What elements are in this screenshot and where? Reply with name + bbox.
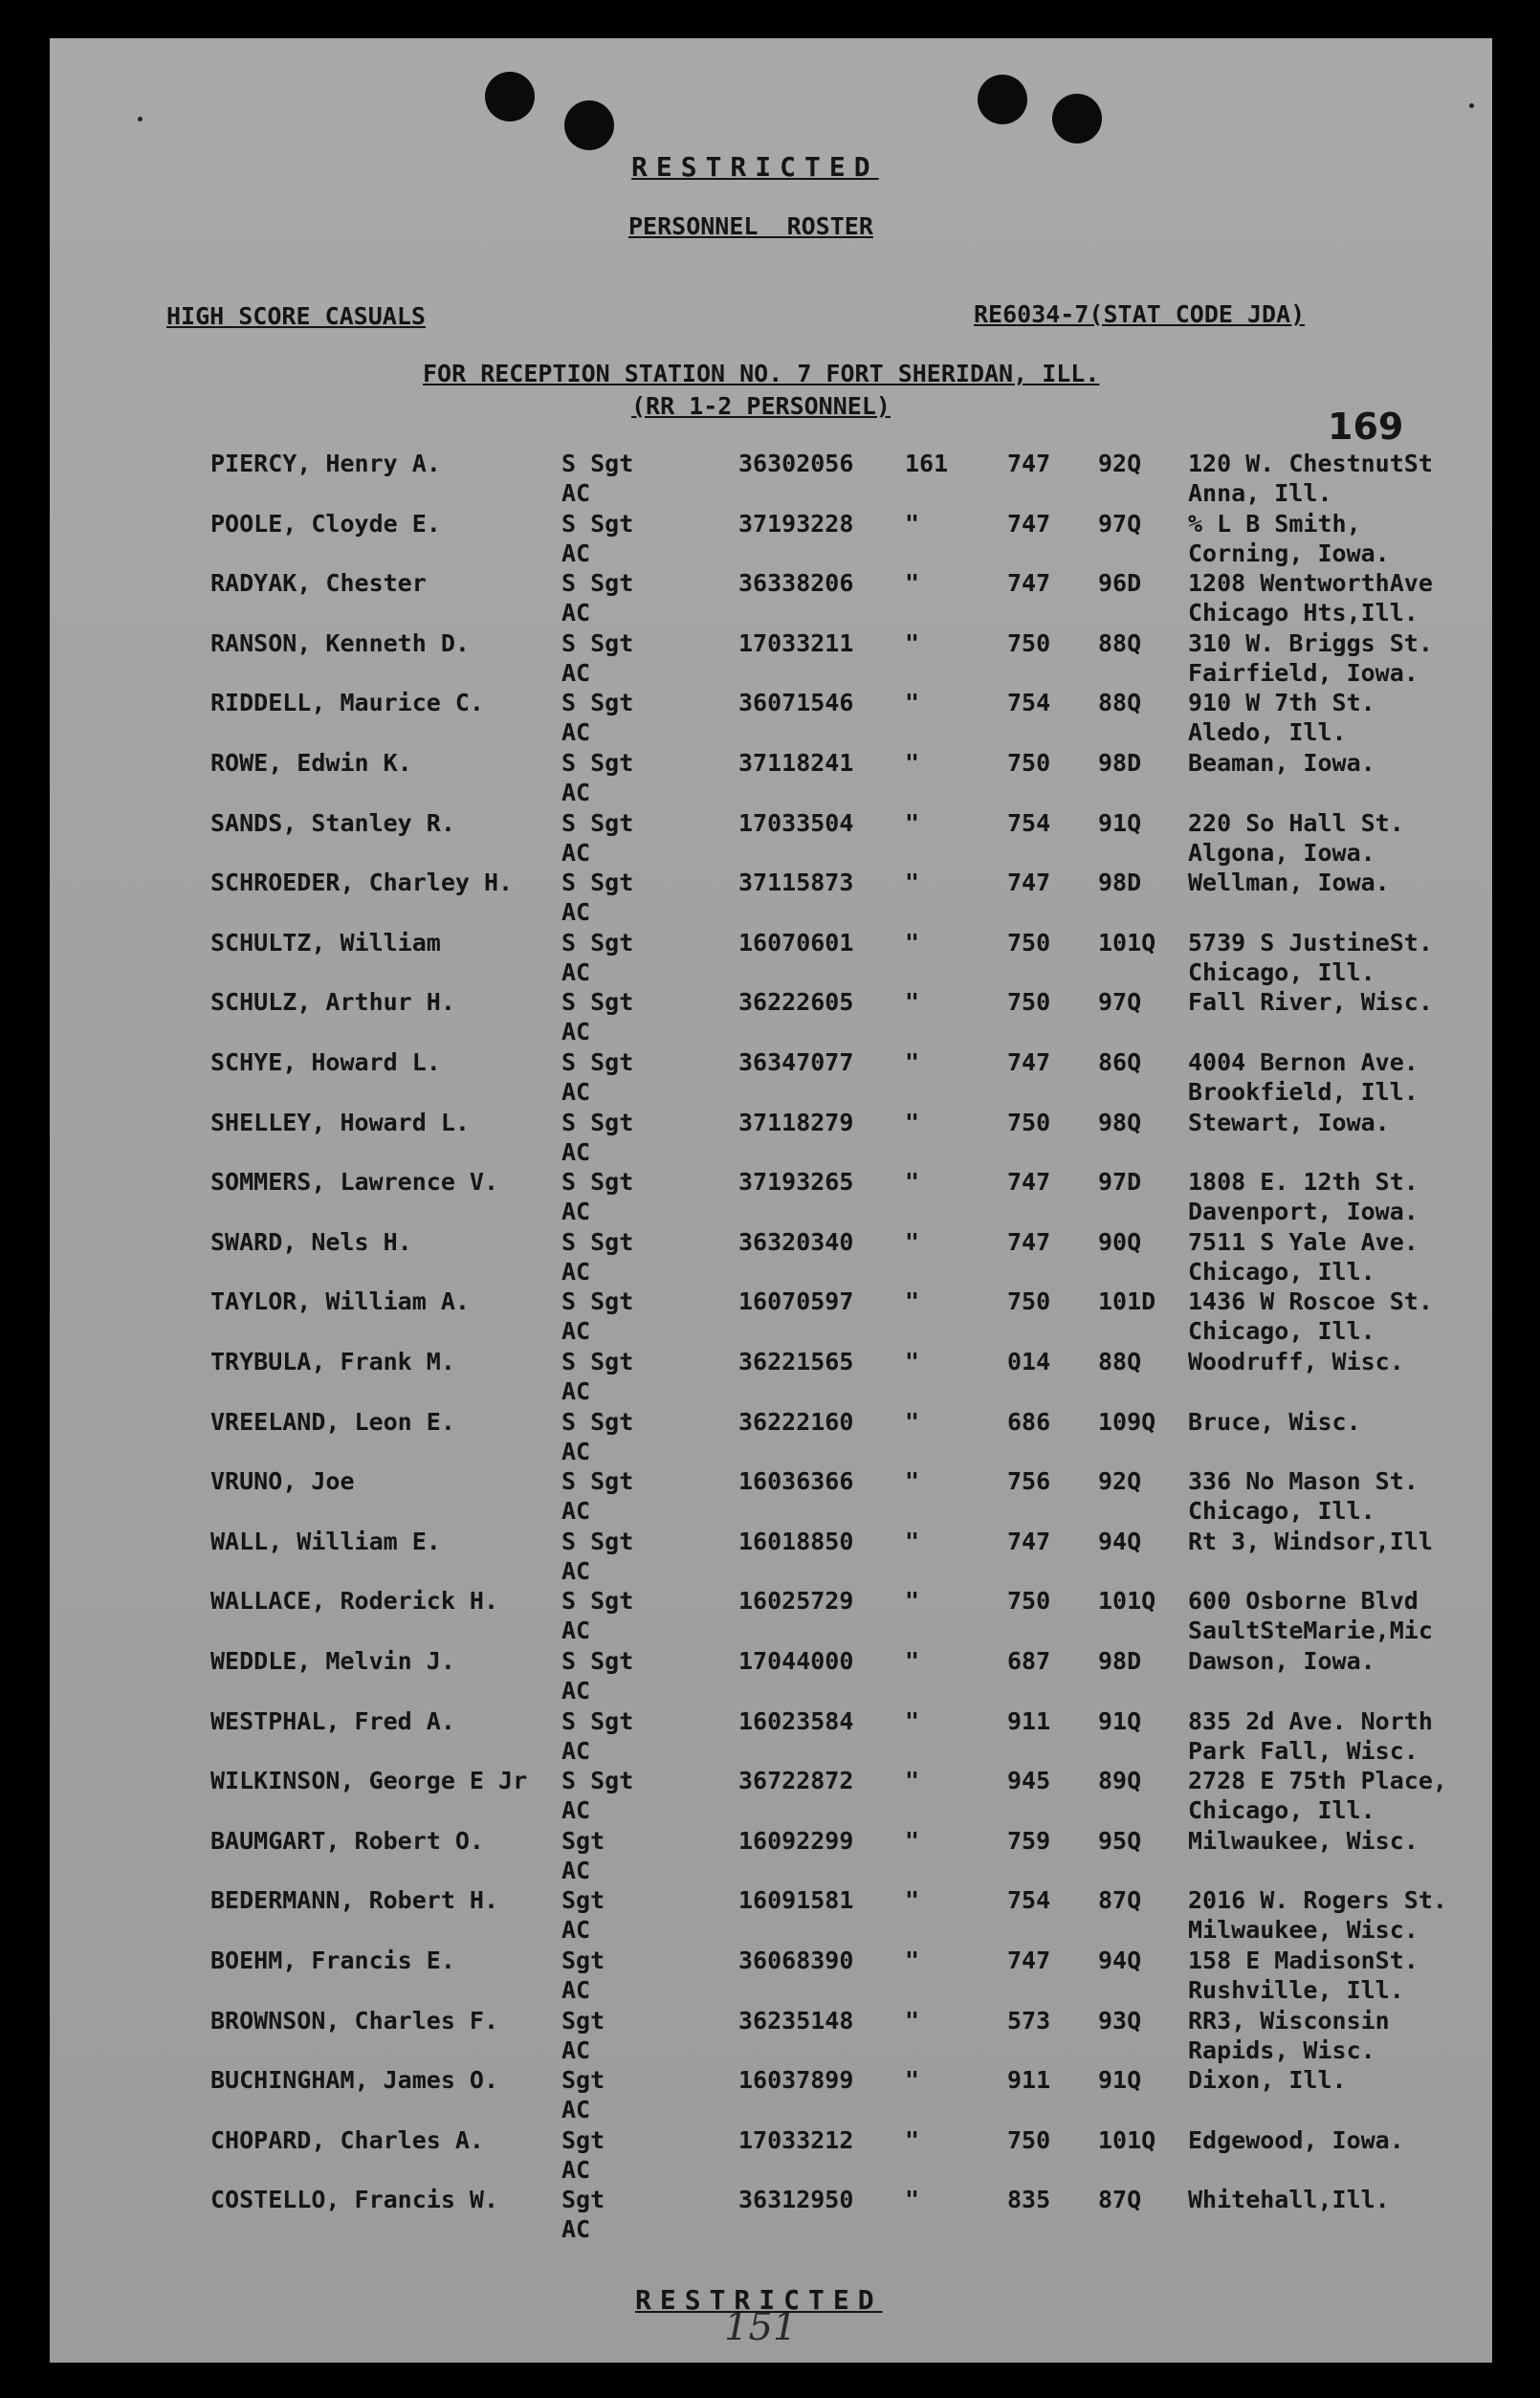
roster-branch: AC [561,1198,591,1225]
roster-name: WILKINSON, George E Jr [210,1767,528,1794]
roster-address-line1: Dixon, Ill. [1188,2066,1347,2094]
roster-address-line1: Stewart, Iowa. [1188,1109,1390,1136]
roster-mos: 759 [1007,1827,1051,1855]
roster-unit: " [905,569,920,597]
roster-name: VREELAND, Leon E. [210,1408,455,1436]
roster-unit: " [905,869,920,896]
roster-address-line2: SaultSteMarie,Mic [1188,1617,1433,1644]
roster-mos: 747 [1007,1528,1051,1555]
roster-grade: S Sgt [561,569,634,597]
roster-grade: Sgt [561,1947,605,1974]
roster-unit: " [905,629,920,657]
roster-grade: S Sgt [561,1408,634,1436]
roster-branch: AC [561,1976,591,2004]
roster-grade: S Sgt [561,929,634,957]
roster-score: 92Q [1098,450,1142,477]
roster-serial: 37115873 [738,869,854,896]
roster-address-line1: Whitehall,Ill. [1188,2186,1390,2213]
roster-address-line1: 158 E MadisonSt. [1188,1947,1419,1974]
roster-unit: " [905,1647,920,1675]
roster-score: 93Q [1098,2007,1142,2035]
roster-name: BROWNSON, Charles F. [210,2007,499,2035]
roster-score: 109Q [1098,1408,1156,1436]
roster-name: RANSON, Kenneth D. [210,629,470,657]
roster-address-line1: 2016 W. Rogers St. [1188,1886,1447,1914]
roster-serial: 36068390 [738,1947,854,1974]
roster-grade: S Sgt [561,749,634,777]
roster-branch: AC [561,1138,591,1166]
roster-grade: Sgt [561,1886,605,1914]
roster-mos: 754 [1007,689,1051,716]
roster-name: SCHULTZ, William [210,929,441,957]
punch-hole [485,72,535,121]
roster-score: 101D [1098,1287,1156,1315]
roster-mos: 747 [1007,1168,1051,1196]
roster-serial: 36222160 [738,1408,854,1436]
roster-mos: 750 [1007,988,1051,1016]
roster-score: 87Q [1098,1886,1142,1914]
roster-unit: " [905,1528,920,1555]
roster-address-line2: Rapids, Wisc. [1188,2036,1375,2064]
roster-mos: 747 [1007,1947,1051,1974]
roster-address-line2: Corning, Iowa. [1188,539,1390,567]
roster-score: 98D [1098,749,1142,777]
roster-serial: 36222605 [738,988,854,1016]
roster-score: 97Q [1098,510,1142,538]
roster-score: 87Q [1098,2186,1142,2213]
roster-branch: AC [561,1916,591,1944]
roster-score: 88Q [1098,629,1142,657]
roster-unit: " [905,2126,920,2154]
roster-unit: " [905,1707,920,1735]
roster-mos: 750 [1007,1109,1051,1136]
roster-name: WESTPHAL, Fred A. [210,1707,455,1735]
roster-serial: 16025729 [738,1587,854,1615]
roster-branch: AC [561,718,591,746]
roster-serial: 17033212 [738,2126,854,2154]
roster-name: RADYAK, Chester [210,569,427,597]
roster-address-line1: Dawson, Iowa. [1188,1647,1375,1675]
roster-name: CHOPARD, Charles A. [210,2126,484,2154]
roster-name: BUCHINGHAM, James O. [210,2066,499,2094]
roster-unit: " [905,2186,920,2213]
classification-bottom: RESTRICTED [635,2284,883,2316]
roster-grade: S Sgt [561,1707,634,1735]
roster-address-line1: 1436 W Roscoe St. [1188,1287,1433,1315]
roster-score: 98D [1098,869,1142,896]
roster-name: BOEHM, Francis E. [210,1947,455,1974]
roster-serial: 37118279 [738,1109,854,1136]
roster-unit: " [905,2007,920,2035]
roster-address-line2: Anna, Ill. [1188,479,1332,507]
roster-address-line2: Chicago, Ill. [1188,1796,1375,1824]
roster-serial: 36320340 [738,1228,854,1256]
roster-mos: 747 [1007,510,1051,538]
roster-mos: 750 [1007,2126,1051,2154]
roster-serial: 16091581 [738,1886,854,1914]
roster-address-line1: 910 W 7th St. [1188,689,1375,716]
roster-branch: AC [561,1438,591,1465]
roster-serial: 36722872 [738,1767,854,1794]
roster-grade: Sgt [561,2007,605,2035]
roster-grade: S Sgt [561,1467,634,1495]
roster-score: 88Q [1098,689,1142,716]
roster-score: 95Q [1098,1827,1142,1855]
paper-speck [138,117,143,121]
roster-address-line2: Chicago, Ill. [1188,1258,1375,1286]
roster-score: 101Q [1098,929,1156,957]
roster-name: WALL, William E. [210,1528,441,1555]
roster-address-line1: 7511 S Yale Ave. [1188,1228,1419,1256]
roster-grade: Sgt [561,2186,605,2213]
roster-name: SHELLEY, Howard L. [210,1109,470,1136]
roster-score: 90Q [1098,1228,1142,1256]
roster-serial: 16070597 [738,1287,854,1315]
roster-score: 86Q [1098,1048,1142,1076]
roster-mos: 750 [1007,749,1051,777]
roster-grade: S Sgt [561,629,634,657]
roster-name: TAYLOR, William A. [210,1287,470,1315]
roster-name: SCHYE, Howard L. [210,1048,441,1076]
roster-branch: AC [561,1677,591,1705]
roster-name: VRUNO, Joe [210,1467,355,1495]
roster-score: 97Q [1098,988,1142,1016]
roster-serial: 17044000 [738,1647,854,1675]
roster-grade: S Sgt [561,1287,634,1315]
paper-speck [1469,103,1474,108]
roster-unit: " [905,1408,920,1436]
roster-score: 98Q [1098,1109,1142,1136]
roster-grade: S Sgt [561,1109,634,1136]
roster-serial: 16036366 [738,1467,854,1495]
roster-branch: AC [561,2036,591,2064]
roster-address-line2: Milwaukee, Wisc. [1188,1916,1419,1944]
roster-branch: AC [561,1737,591,1765]
roster-name: SCHULZ, Arthur H. [210,988,455,1016]
roster-grade: Sgt [561,2066,605,2094]
roster-name: SCHROEDER, Charley H. [210,869,514,896]
punch-hole [978,75,1027,124]
roster-branch: AC [561,1377,591,1405]
roster-unit: " [905,1587,920,1615]
roster-mos: 911 [1007,1707,1051,1735]
personnel-note: (RR 1-2 PERSONNEL) [631,392,891,420]
roster-serial: 37193265 [738,1168,854,1196]
roster-branch: AC [561,779,591,806]
roster-address-line1: Bruce, Wisc. [1188,1408,1361,1436]
roster-address-line1: 2728 E 75th Place, [1188,1767,1447,1794]
roster-score: 88Q [1098,1348,1142,1375]
roster-branch: AC [561,2215,591,2243]
roster-name: ROWE, Edwin K. [210,749,412,777]
roster-name: RIDDELL, Maurice C. [210,689,484,716]
roster-name: TRYBULA, Frank M. [210,1348,455,1375]
stat-code: RE6034-7(STAT CODE JDA) [974,300,1306,328]
roster-address-line2: Brookfield, Ill. [1188,1078,1419,1106]
roster-address-line1: Fall River, Wisc. [1188,988,1433,1016]
roster-mos: 747 [1007,1228,1051,1256]
roster-address-line1: RR3, Wisconsin [1188,2007,1390,2035]
roster-address-line1: 1208 WentworthAve [1188,569,1433,597]
roster-name: SANDS, Stanley R. [210,809,455,837]
roster-unit: " [905,1947,920,1974]
roster-address-line1: 120 W. ChestnutSt [1188,450,1433,477]
roster-serial: 17033504 [738,809,854,837]
roster-address-line2: Chicago, Ill. [1188,1317,1375,1345]
roster-mos: 945 [1007,1767,1051,1794]
roster-name: WEDDLE, Melvin J. [210,1647,455,1675]
roster-unit: " [905,809,920,837]
roster-unit: " [905,2066,920,2094]
roster-serial: 36347077 [738,1048,854,1076]
roster-mos: 750 [1007,1587,1051,1615]
roster-score: 97D [1098,1168,1142,1196]
roster-grade: S Sgt [561,809,634,837]
roster-mos: 686 [1007,1408,1051,1436]
roster-mos: 747 [1007,869,1051,896]
roster-grade: S Sgt [561,1048,634,1076]
roster-unit: " [905,1467,920,1495]
roster-address-line1: Beaman, Iowa. [1188,749,1375,777]
roster-branch: AC [561,1857,591,1884]
roster-grade: S Sgt [561,1528,634,1555]
roster-mos: 747 [1007,1048,1051,1076]
classification-top: RESTRICTED [631,151,879,183]
roster-unit: " [905,1767,920,1794]
roster-address-line2: Rushville, Ill. [1188,1976,1404,2004]
roster-serial: 16070601 [738,929,854,957]
roster-grade: S Sgt [561,1587,634,1615]
group-title: HIGH SCORE CASUALS [166,302,426,330]
roster-score: 98D [1098,1647,1142,1675]
roster-score: 91Q [1098,809,1142,837]
roster-mos: 573 [1007,2007,1051,2035]
roster-address-line1: 220 So Hall St. [1188,809,1404,837]
roster-mos: 750 [1007,1287,1051,1315]
roster-mos: 747 [1007,450,1051,477]
roster-unit: " [905,1287,920,1315]
roster-address-line1: 835 2d Ave. North [1188,1707,1433,1735]
roster-branch: AC [561,1078,591,1106]
roster-branch: AC [561,2156,591,2184]
roster-name: SOMMERS, Lawrence V. [210,1168,499,1196]
roster-serial: 37118241 [738,749,854,777]
roster-grade: Sgt [561,2126,605,2154]
roster-branch: AC [561,1617,591,1644]
roster-serial: 16037899 [738,2066,854,2094]
roster-grade: S Sgt [561,1168,634,1196]
roster-mos: 750 [1007,629,1051,657]
punch-hole [1052,94,1102,143]
roster-address-line1: 5739 S JustineSt. [1188,929,1433,957]
roster-grade: S Sgt [561,689,634,716]
roster-serial: 36312950 [738,2186,854,2213]
roster-score: 94Q [1098,1528,1142,1555]
roster-mos: 754 [1007,1886,1051,1914]
roster-address-line2: Chicago Hts,Ill. [1188,599,1419,627]
roster-mos: 750 [1007,929,1051,957]
roster-page [50,38,1492,2363]
roster-unit: 161 [905,450,949,477]
roster-unit: " [905,1109,920,1136]
roster-mos: 747 [1007,569,1051,597]
roster-grade: Sgt [561,1827,605,1855]
roster-unit: " [905,1348,920,1375]
roster-address-line1: Rt 3, Windsor,Ill [1188,1528,1433,1555]
roster-address-line1: Wellman, Iowa. [1188,869,1390,896]
roster-score: 91Q [1098,1707,1142,1735]
roster-unit: " [905,1827,920,1855]
roster-serial: 36302056 [738,450,854,477]
roster-address-line2: Fairfield, Iowa. [1188,659,1419,687]
page-number: 169 [1328,406,1404,448]
roster-address-line2: Aledo, Ill. [1188,718,1347,746]
roster-mos: 687 [1007,1647,1051,1675]
roster-name: POOLE, Cloyde E. [210,510,441,538]
roster-serial: 16018850 [738,1528,854,1555]
roster-branch: AC [561,2096,591,2123]
roster-branch: AC [561,599,591,627]
roster-serial: 16023584 [738,1707,854,1735]
roster-grade: S Sgt [561,510,634,538]
roster-branch: AC [561,1258,591,1286]
roster-score: 91Q [1098,2066,1142,2094]
roster-score: 101Q [1098,1587,1156,1615]
roster-unit: " [905,1886,920,1914]
roster-name: SWARD, Nels H. [210,1228,412,1256]
roster-grade: S Sgt [561,450,634,477]
roster-address-line2: Algona, Iowa. [1188,839,1375,867]
roster-score: 94Q [1098,1947,1142,1974]
roster-branch: AC [561,1018,591,1045]
roster-mos: 014 [1007,1348,1051,1375]
roster-mos: 754 [1007,809,1051,837]
roster-address-line1: % L B Smith, [1188,510,1361,538]
roster-address-line2: Chicago, Ill. [1188,958,1375,986]
roster-address-line1: 336 No Mason St. [1188,1467,1419,1495]
roster-title: PERSONNEL ROSTER [628,212,873,240]
roster-branch: AC [561,1557,591,1585]
roster-branch: AC [561,898,591,926]
roster-serial: 16092299 [738,1827,854,1855]
punch-hole [564,100,614,150]
roster-unit: " [905,1168,920,1196]
roster-serial: 17033211 [738,629,854,657]
roster-branch: AC [561,958,591,986]
roster-unit: " [905,988,920,1016]
roster-branch: AC [561,539,591,567]
roster-branch: AC [561,1796,591,1824]
roster-grade: S Sgt [561,869,634,896]
roster-mos: 911 [1007,2066,1051,2094]
roster-score: 89Q [1098,1767,1142,1794]
roster-grade: S Sgt [561,1228,634,1256]
roster-branch: AC [561,1317,591,1345]
roster-serial: 36071546 [738,689,854,716]
roster-grade: S Sgt [561,1348,634,1375]
roster-unit: " [905,1228,920,1256]
handwritten-count: 151 [724,2305,798,2349]
roster-unit: " [905,689,920,716]
roster-address-line1: 1808 E. 12th St. [1188,1168,1419,1196]
roster-unit: " [905,510,920,538]
roster-unit: " [905,749,920,777]
roster-address-line2: Chicago, Ill. [1188,1497,1375,1525]
roster-grade: S Sgt [561,1767,634,1794]
roster-score: 96D [1098,569,1142,597]
roster-mos: 835 [1007,2186,1051,2213]
roster-name: WALLACE, Roderick H. [210,1587,499,1615]
roster-unit: " [905,929,920,957]
roster-address-line1: Edgewood, Iowa. [1188,2126,1404,2154]
roster-branch: AC [561,839,591,867]
roster-name: BEDERMANN, Robert H. [210,1886,499,1914]
roster-serial: 36235148 [738,2007,854,2035]
roster-branch: AC [561,479,591,507]
roster-address-line1: Woodruff, Wisc. [1188,1348,1404,1375]
roster-address-line2: Park Fall, Wisc. [1188,1737,1419,1765]
roster-grade: S Sgt [561,1647,634,1675]
roster-address-line2: Davenport, Iowa. [1188,1198,1419,1225]
roster-address-line1: 4004 Bernon Ave. [1188,1048,1419,1076]
roster-branch: AC [561,659,591,687]
roster-serial: 36221565 [738,1348,854,1375]
roster-score: 101Q [1098,2126,1156,2154]
roster-serial: 37193228 [738,510,854,538]
roster-mos: 756 [1007,1467,1051,1495]
roster-address-line1: 310 W. Briggs St. [1188,629,1433,657]
roster-name: PIERCY, Henry A. [210,450,441,477]
roster-serial: 36338206 [738,569,854,597]
roster-name: BAUMGART, Robert O. [210,1827,484,1855]
roster-unit: " [905,1048,920,1076]
roster-score: 92Q [1098,1467,1142,1495]
roster-address-line1: Milwaukee, Wisc. [1188,1827,1419,1855]
roster-grade: S Sgt [561,988,634,1016]
roster-branch: AC [561,1497,591,1525]
roster-address-line1: 600 Osborne Blvd [1188,1587,1419,1615]
station-title: FOR RECEPTION STATION NO. 7 FORT SHERIDAN, ILL. [423,360,1100,387]
roster-name: COSTELLO, Francis W. [210,2186,499,2213]
